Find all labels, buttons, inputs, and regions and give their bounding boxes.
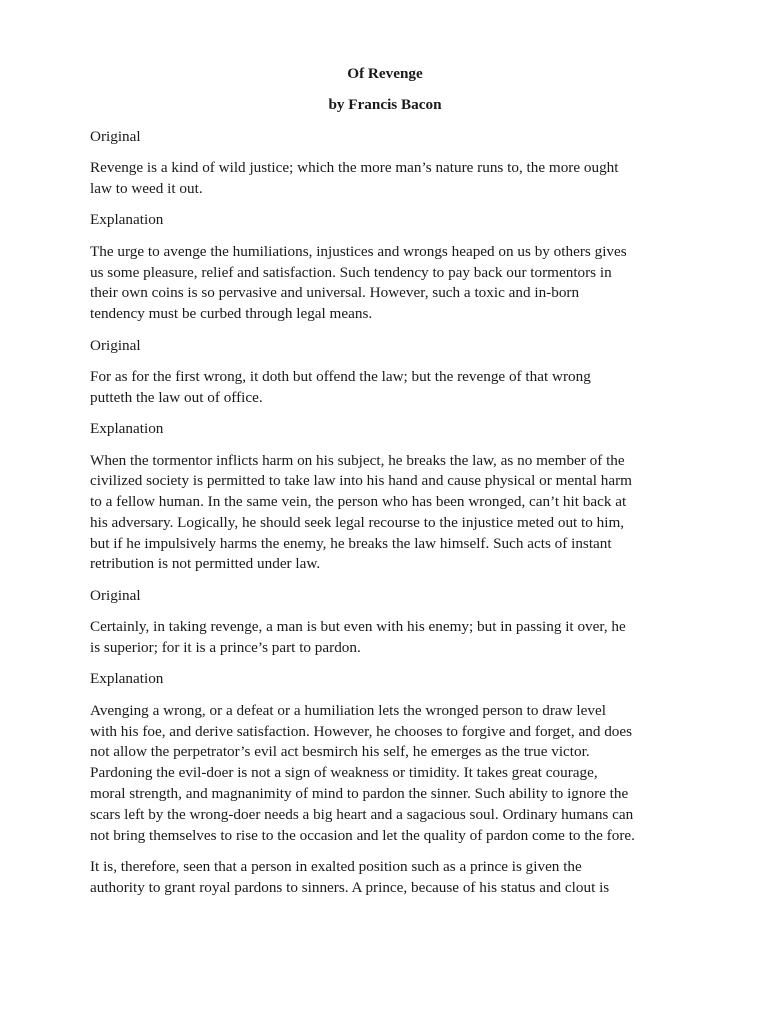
section-paragraph [90,367,680,409]
section-paragraph [90,617,680,659]
section-paragraph [90,158,680,200]
text-line: Avenging a wrong, or a defeat or a humiliation lets the wronged person to draw level [90,701,606,719]
text-line: with his foe, and derive satisfaction. However, he chooses to forgive and forget, and does [90,722,633,740]
section-paragraph [90,701,680,847]
text-line: authority to grant royal pardons to sinners. A prince, because of his status and clout is [90,878,610,896]
text-line: Revenge is a kind of wild justice; which the more man’s nature runs to, the more ought [90,159,619,177]
text-line: not allow the perpetrator’s evil act besmirch his self, he emerges as the true victor. [90,743,590,761]
text-line: but if he impulsively harms the enemy, he breaks the law himself. Such acts of instant [90,534,612,552]
text-line: their own coins is so pervasive and universal. However, such a toxic and in-born [90,284,580,302]
section-label-original: Original [90,336,141,354]
text-line: The urge to avenge the humiliations, injustices and wrongs heaped on us by others gives [90,242,627,260]
text-line: It is, therefore, seen that a person in exalted position such as a prince is given the [90,858,582,876]
document-author: by Francis Bacon [328,96,442,114]
section-label-explanation: Explanation [90,420,164,438]
section-paragraph [90,451,680,576]
text-line: his adversary. Logically, he should seek legal recourse to the injustice meted out to him, [90,513,625,531]
text-line: tendency must be curbed through legal means. [90,305,373,323]
text-line: to a fellow human. In the same vein, the person who has been wronged, can’t hit back at [90,493,627,511]
text-line: scars left by the wrong-doer needs a big heart and a sagacious soul. Ordinary humans can [90,805,634,823]
text-line: law to weed it out. [90,179,203,197]
text-line: putteth the law out of office. [90,388,263,406]
section-label-original: Original [90,127,141,145]
text-line: retribution is not permitted under law. [90,555,321,573]
text-line: is superior; for it is a prince’s part to pardon. [90,639,361,657]
text-line: moral strength, and magnanimity of mind to pardon the sinner. Such ability to ignore the [90,785,629,803]
section-label-original: Original [90,586,141,604]
text-line: us some pleasure, relief and satisfaction. Such tendency to pay back our tormentors in [90,263,612,281]
text-line: Pardoning the evil-doer is not a sign of weakness or timidity. It takes great courage, [90,764,598,782]
document-page [90,64,680,899]
section-paragraph [90,242,680,325]
text-line: not bring themselves to rise to the occasion and let the quality of pardon come to the fore. [90,826,635,844]
text-line: When the tormentor inflicts harm on his subject, he breaks the law, as no member of the [90,451,625,469]
section-label-explanation: Explanation [90,670,164,688]
section-label-explanation: Explanation [90,211,164,229]
text-line: For as for the first wrong, it doth but offend the law; but the revenge of that wrong [90,367,591,385]
text-line: civilized society is permitted to take law into his hand and cause physical or mental harm [90,472,632,490]
closing-paragraph [90,857,680,899]
document-title: Of Revenge [347,65,423,82]
text-line: Certainly, in taking revenge, a man is but even with his enemy; but in passing it over, he [90,618,626,636]
